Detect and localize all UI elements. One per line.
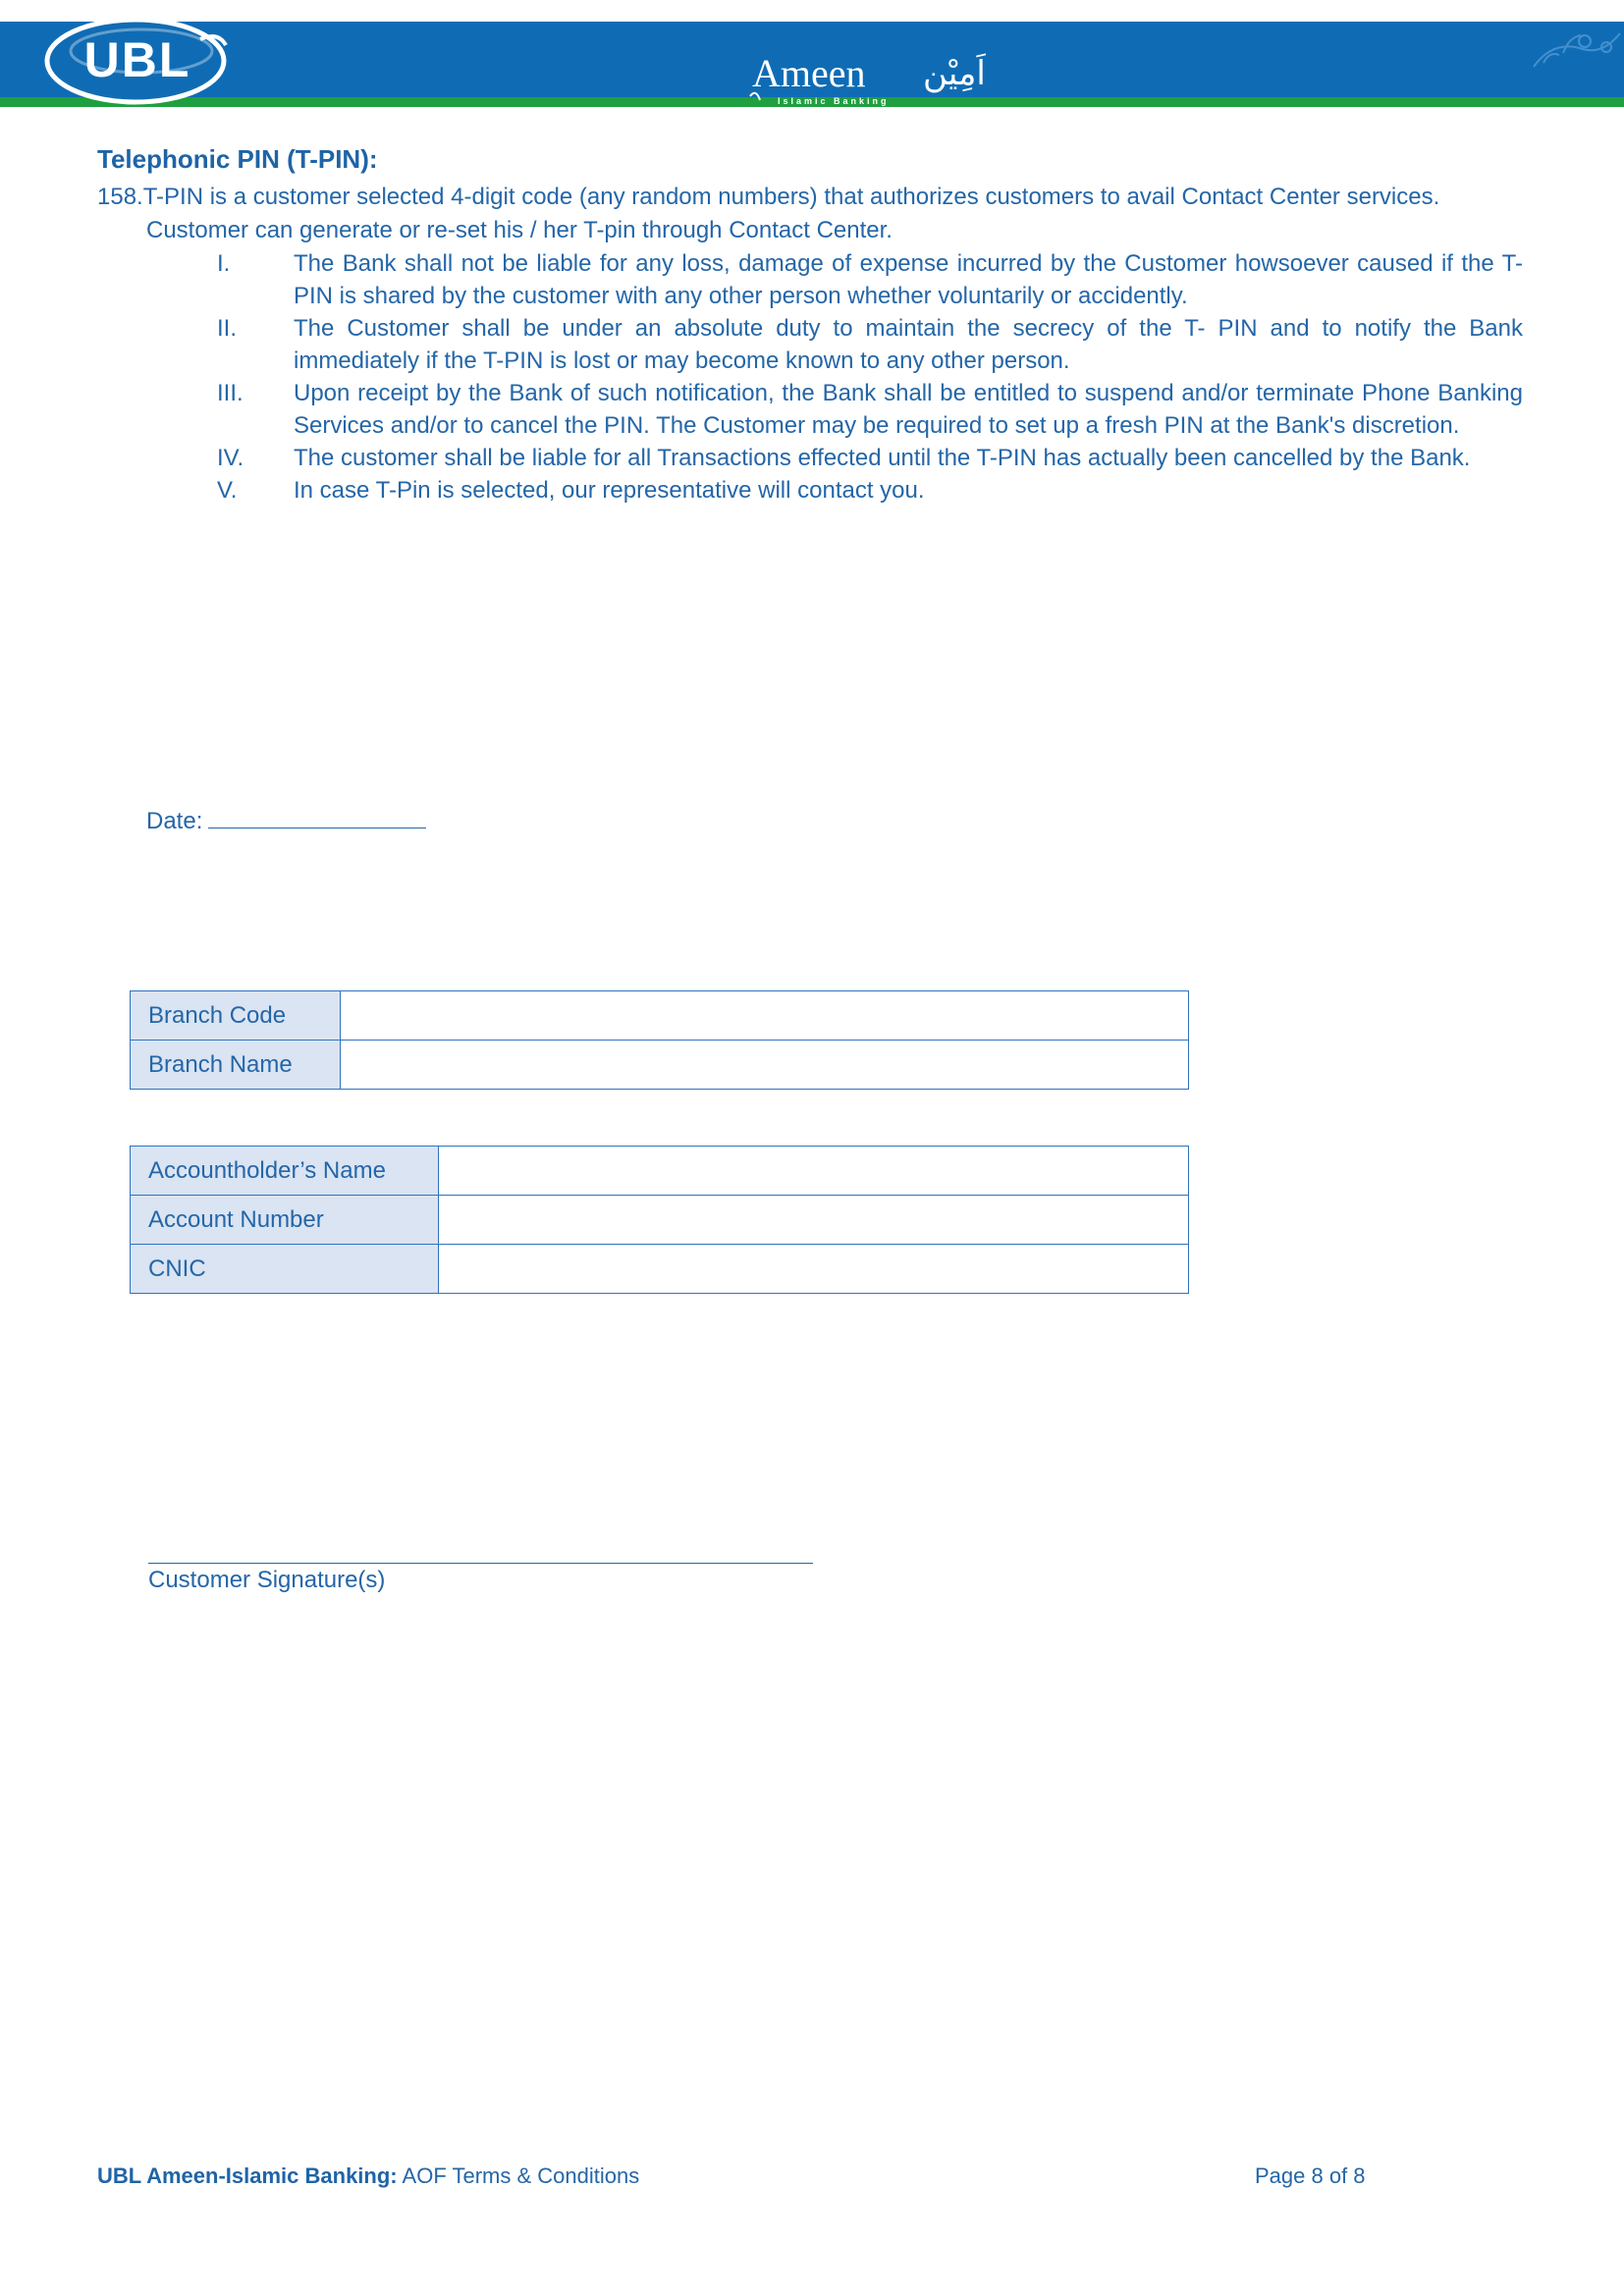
- table-row: [131, 991, 1189, 1041]
- clause-text-line1: T-PIN is a customer selected 4-digit code (any random numbers) that authorizes customers to avail Contact Center services.: [142, 184, 1440, 210]
- accountholder-name-label: Accountholder’s Name: [131, 1147, 439, 1196]
- footer-brand: UBL Ameen-Islamic Banking:: [97, 2163, 398, 2188]
- branch-code-label: Branch Code: [131, 991, 341, 1041]
- clause-items-list: [0, 247, 1624, 507]
- item-text: The Customer shall be under an absolute duty to maintain the secrecy of the T- PIN and to notify the Bank immediately if the T-PIN is lost or may become known to any other person.: [294, 315, 1523, 374]
- table-row: [131, 1041, 1189, 1090]
- account-info-table: [130, 1146, 1189, 1294]
- clause-number: 158.: [97, 184, 143, 210]
- clause-158: [97, 181, 1523, 247]
- branch-code-field[interactable]: [341, 991, 1189, 1041]
- ubl-logo: [43, 12, 236, 108]
- list-item: [0, 377, 1624, 442]
- item-numeral: IV.: [217, 445, 244, 471]
- item-numeral: V.: [217, 477, 238, 504]
- item-text: Upon receipt by the Bank of such notification, the Bank shall be entitled to suspend and/or terminate Phone Banking Services and/or to cancel the PIN. The Customer may be required to set up a fresh PIN at the Bank's discretion.: [294, 380, 1523, 439]
- footer-doc-name: AOF Terms & Conditions: [397, 2163, 640, 2188]
- account-number-label: Account Number: [131, 1196, 439, 1245]
- clause-text-line2: Customer can generate or re-set his / her T-pin through Contact Center.: [146, 217, 893, 243]
- item-text: The customer shall be liable for all Transactions effected until the T-PIN has actually been cancelled by the Bank.: [294, 445, 1471, 471]
- list-item: [0, 442, 1624, 474]
- date-field-row: [146, 806, 426, 835]
- account-number-field[interactable]: [439, 1196, 1189, 1245]
- floral-ornament-icon: [1524, 20, 1624, 79]
- branch-name-label: Branch Name: [131, 1041, 341, 1090]
- branch-info-table: [130, 990, 1189, 1090]
- item-numeral: II.: [217, 315, 238, 342]
- signature-label: Customer Signature(s): [148, 1567, 386, 1593]
- branch-name-field[interactable]: [341, 1041, 1189, 1090]
- section-title: Telephonic PIN (T-PIN):: [97, 144, 378, 174]
- page-number: Page 8 of 8: [1255, 2163, 1366, 2188]
- table-row: [131, 1196, 1189, 1245]
- list-item: [0, 312, 1624, 377]
- signature-line[interactable]: [148, 1563, 813, 1564]
- item-numeral: I.: [217, 250, 231, 277]
- table-row: [131, 1245, 1189, 1294]
- list-item: [0, 247, 1624, 312]
- date-label: Date:: [146, 808, 203, 834]
- date-input-line[interactable]: [208, 806, 426, 828]
- ameen-brand-name: Ameen: [752, 51, 866, 95]
- ameen-brand-tagline: Islamic Banking: [778, 96, 890, 106]
- item-text: In case T-Pin is selected, our representative will contact you.: [294, 477, 925, 504]
- cnic-label: CNIC: [131, 1245, 439, 1294]
- footer-document-title: [97, 2163, 639, 2189]
- ameen-islamic-banking-logo: [746, 43, 1021, 110]
- ubl-logo-text: UBL: [83, 32, 191, 87]
- item-text: The Bank shall not be liable for any loss, damage of expense incurred by the Customer howsoever caused if the T- PIN is shared by the customer with any other person whether voluntarily or accidently.: [294, 250, 1523, 309]
- accountholder-name-field[interactable]: [439, 1147, 1189, 1196]
- list-item: [0, 474, 1624, 507]
- ameen-brand-arabic: اَمِیْن: [923, 54, 986, 93]
- item-numeral: III.: [217, 380, 244, 406]
- table-row: [131, 1147, 1189, 1196]
- cnic-field[interactable]: [439, 1245, 1189, 1294]
